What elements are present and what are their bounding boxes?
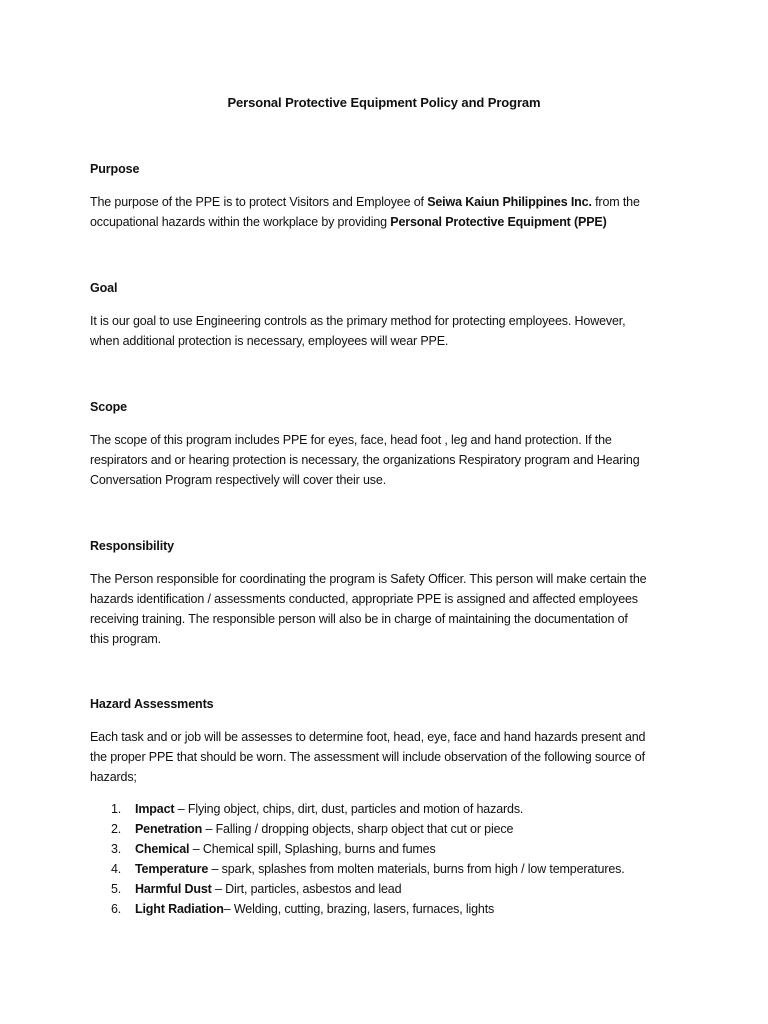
goal-heading: Goal bbox=[90, 281, 118, 295]
responsibility-line: hazards identification / assessments conducted, appropriate PPE is assigned and affected employees bbox=[90, 592, 638, 606]
document-title: Personal Protective Equipment Policy and Program bbox=[227, 95, 541, 110]
company-name: Seiwa Kaiun Philippines Inc. bbox=[427, 195, 592, 209]
list-number: 2. bbox=[111, 822, 122, 836]
hazard-term: Chemical bbox=[135, 842, 190, 856]
ppe-term: Personal Protective Equipment (PPE) bbox=[390, 215, 607, 229]
list-number: 6. bbox=[111, 902, 122, 916]
goal-line: It is our goal to use Engineering controls as the primary method for protecting employees. However, bbox=[90, 314, 626, 328]
hazard-term: Penetration bbox=[135, 822, 203, 836]
hazard-term: Impact bbox=[135, 802, 175, 816]
list-number: 5. bbox=[111, 882, 122, 896]
hazard-assessments-paragraph bbox=[90, 727, 690, 787]
responsibility-line: The Person responsible for coordinating the program is Safety Officer. This person will make certain the bbox=[90, 572, 647, 586]
purpose-heading: Purpose bbox=[90, 162, 140, 176]
hazard-line: the proper PPE that should be worn. The assessment will include observation of the following source of bbox=[90, 750, 645, 764]
purpose-line-2: occupational hazards within the workplace by providing Personal Protective Equipment (PPE) bbox=[90, 215, 607, 229]
purpose-line-1: The purpose of the PPE is to protect Visitors and Employee of Seiwa Kaiun Philippines Inc. from the bbox=[90, 195, 640, 209]
list-item bbox=[90, 879, 625, 899]
hazard-description: – Dirt, particles, asbestos and lead bbox=[211, 882, 402, 896]
purpose-paragraph bbox=[90, 192, 690, 232]
scope-line: The scope of this program includes PPE for eyes, face, head foot , leg and hand protection. If the bbox=[90, 433, 612, 447]
hazard-term: Harmful Dust bbox=[135, 882, 212, 896]
hazard-term: Light Radiation bbox=[135, 902, 224, 916]
list-number: 3. bbox=[111, 842, 122, 856]
hazard-description: – Chemical spill, Splashing, burns and fumes bbox=[189, 842, 436, 856]
hazard-list bbox=[90, 799, 625, 919]
hazard-description: – Welding, cutting, brazing, lasers, furnaces, lights bbox=[223, 902, 495, 916]
responsibility-paragraph bbox=[90, 569, 690, 649]
hazard-description: – Flying object, chips, dirt, dust, particles and motion of hazards. bbox=[174, 802, 524, 816]
hazard-line: hazards; bbox=[90, 770, 137, 784]
hazard-line: Each task and or job will be assesses to determine foot, head, eye, face and hand hazards present and bbox=[90, 730, 646, 744]
list-item bbox=[90, 899, 625, 919]
hazard-description: – Falling / dropping objects, sharp object that cut or piece bbox=[202, 822, 514, 836]
list-item bbox=[90, 859, 625, 879]
responsibility-line: this program. bbox=[90, 632, 161, 646]
scope-heading: Scope bbox=[90, 400, 128, 414]
hazard-assessments-heading: Hazard Assessments bbox=[90, 697, 214, 711]
scope-line: Conversation Program respectively will cover their use. bbox=[90, 473, 387, 487]
goal-line: when additional protection is necessary, employees will wear PPE. bbox=[90, 334, 449, 348]
list-number: 4. bbox=[111, 862, 122, 876]
scope-line: respirators and or hearing protection is necessary, the organizations Respiratory program and Hearing bbox=[90, 453, 640, 467]
hazard-description: – spark, splashes from molten materials, burns from high / low temperatures. bbox=[208, 862, 625, 876]
list-item bbox=[90, 839, 625, 859]
responsibility-heading: Responsibility bbox=[90, 539, 175, 553]
responsibility-line: receiving training. The responsible person will also be in charge of maintaining the documentation of bbox=[90, 612, 628, 626]
list-item bbox=[90, 799, 625, 819]
list-item bbox=[90, 819, 625, 839]
hazard-term: Temperature bbox=[135, 862, 209, 876]
scope-paragraph bbox=[90, 430, 690, 490]
goal-paragraph bbox=[90, 311, 690, 351]
list-number: 1. bbox=[111, 802, 122, 816]
